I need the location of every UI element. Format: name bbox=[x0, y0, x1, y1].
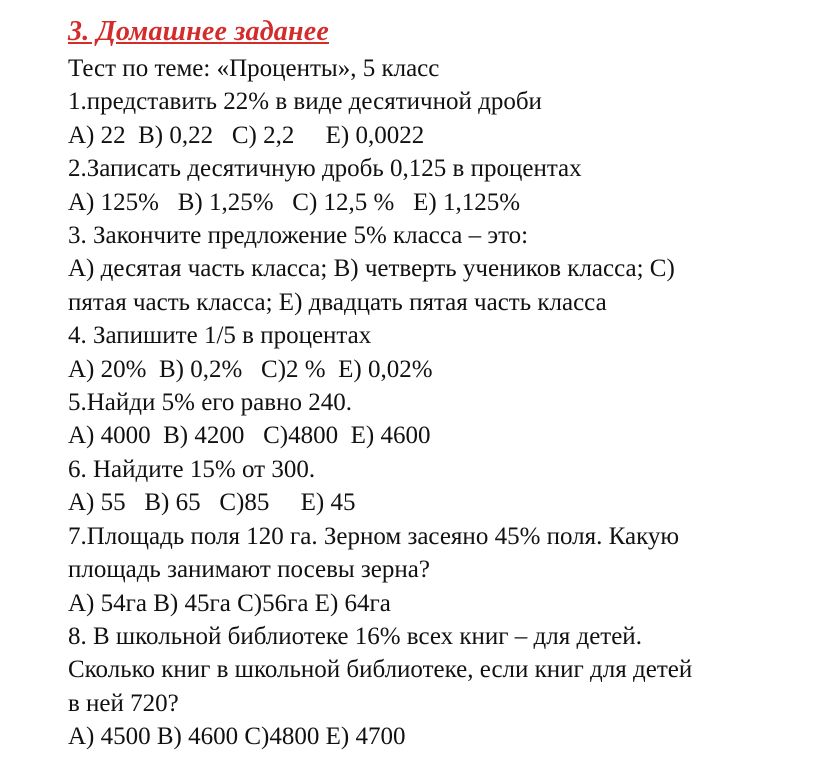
test-body bbox=[68, 52, 808, 754]
question-6: 6. Найдите 15% от 300. bbox=[68, 455, 316, 483]
test-subtitle: Тест по теме: «Проценты», 5 класс bbox=[68, 55, 440, 82]
homework-document bbox=[68, 14, 808, 754]
question-8-part-3: в ней 720? bbox=[68, 689, 179, 717]
question-4: 4. Запишите 1/5 в процентах bbox=[68, 322, 372, 350]
answers-3-part-1: А) десятая часть класса; В) четверть учеников класса; С) bbox=[68, 255, 675, 283]
answers-2: А) 125% В) 1,25% С) 12,5 % Е) 1,125% bbox=[68, 188, 521, 216]
question-8-part-1: 8. В школьной библиотеке 16% всех книг – для детей. bbox=[68, 622, 642, 650]
question-5: 5.Найди 5% его равно 240. bbox=[68, 389, 352, 417]
homework-title: 3. Домашнее заданее bbox=[68, 16, 329, 47]
answers-7: А) 54га В) 45га С)56га Е) 64га bbox=[68, 589, 391, 617]
answers-5: А) 4000 В) 4200 С)4800 Е) 4600 bbox=[68, 422, 431, 450]
question-1: 1.представить 22% в виде десятичной дроби bbox=[68, 88, 542, 116]
question-7-part-1: 7.Площадь поля 120 га. Зерном засеяно 45% поля. Какую bbox=[68, 522, 680, 550]
answers-8: А) 4500 В) 4600 С)4800 Е) 4700 bbox=[68, 723, 406, 751]
question-2: 2.Записать десятичную дробь 0,125 в процентах bbox=[68, 155, 582, 183]
answers-1: А) 22 В) 0,22 С) 2,2 Е) 0,0022 bbox=[68, 121, 425, 149]
answers-3-part-2: пятая часть класса; Е) двадцать пятая часть класса bbox=[68, 288, 607, 316]
question-8-part-2: Сколько книг в школьной библиотеке, если книг для детей bbox=[68, 656, 693, 684]
question-3: 3. Закончите предложение 5% класса – это: bbox=[68, 222, 529, 250]
answers-4: А) 20% В) 0,2% С)2 % Е) 0,02% bbox=[68, 355, 433, 383]
answers-6: А) 55 В) 65 С)85 Е) 45 bbox=[68, 489, 356, 517]
question-7-part-2: площадь занимают посевы зерна? bbox=[68, 556, 430, 584]
